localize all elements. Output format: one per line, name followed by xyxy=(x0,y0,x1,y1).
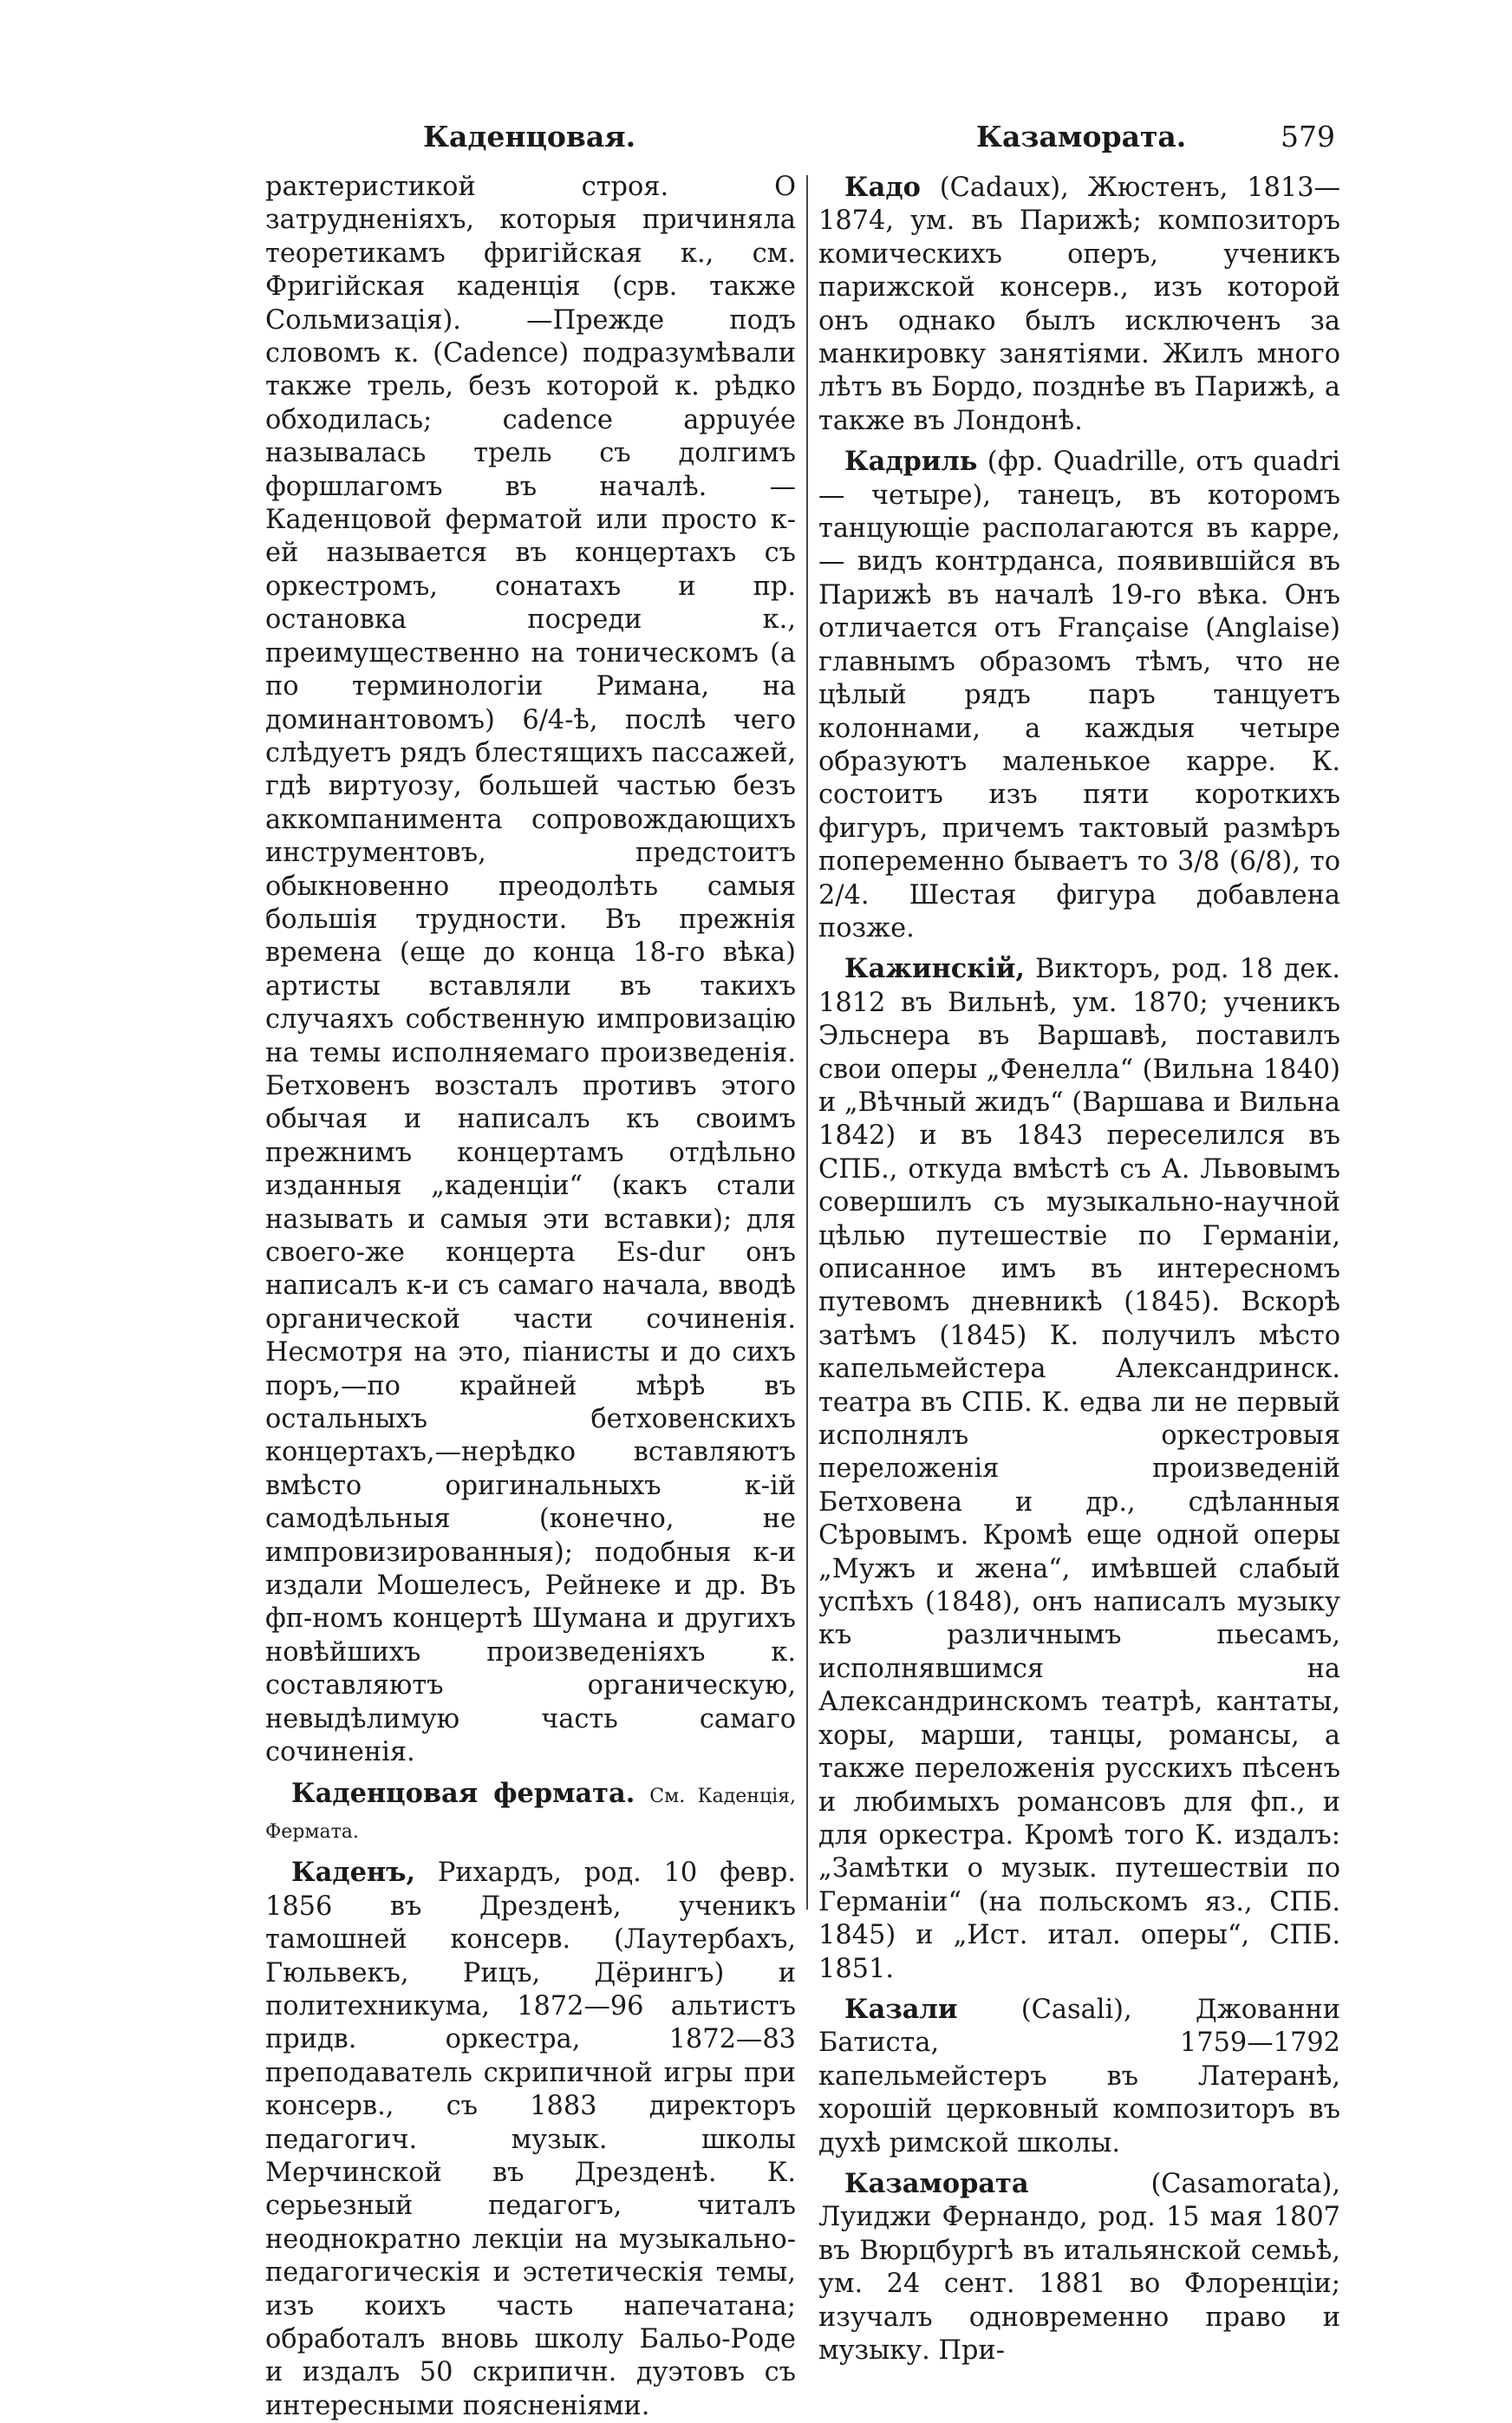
page-number: 579 xyxy=(1281,120,1335,153)
page-header xyxy=(260,120,1335,163)
entry-text: Рихардъ, род. 10 февр. 1856 въ Дрезденѣ, ученикъ тамошней консерв. (Лаутербахъ, Гюльвекъ, Рицъ, Дёрингъ) и политехникума, 1872—96 альтистъ придв. оркестра, 1872—83 преподаватель скрипичной игры при консерв., съ 1883 директоръ педагогич. музык. школы Мерчинской въ Дрезденѣ. К. серьезный педагогъ, читалъ неоднократно лекціи на музыкально-педагогическія и эстетическія темы, изъ коихъ часть напечатана; обработалъ вновь школу Бальо-Роде и издалъ 50 скрипичн. дуэтовъ съ интересными поясненіями. xyxy=(265,1858,796,2421)
right-column xyxy=(818,171,1340,2367)
entry-text: Викторъ, род. 18 дек. 1812 въ Вильнѣ, ум. 1870; ученикъ Эльснера въ Варшавѣ, поставилъ свои оперы „Фенелла“ (Вильна 1840) и „Вѣчный жидъ“ (Варшава и Вильна 1842) и въ 1843 переселился въ СПБ., откуда вмѣстѣ съ А. Львовымъ совершилъ съ музыкально-научной цѣлью путешествіе по Германіи, описанное имъ въ интересномъ путевомъ дневникѣ (1845). Вскорѣ затѣмъ (1845) К. получилъ мѣсто капельмейстера Александринск. театра въ СПБ. К. едва ли не первый исполнялъ оркестровыя переложенія произведеній Бетховена и др., сдѣланныя Сѣровымъ. Кромѣ еще одной оперы „Мужъ и жена“, имѣвшей слабый успѣхъ (1848), онъ написалъ музыку къ различнымъ пьесамъ, исполнявшимся на Александринскомъ театрѣ, кантаты, хоры, марши, танцы, романсы, а также переложенія русскихъ пѣсенъ и любимыхъ романсовъ для фп., и для оркестра. Кромѣ того К. издалъ: „Замѣтки о музык. путешествіи по Германіи“ (на польскомъ яз., СПБ. 1845) и „Ист. итал. оперы“, СПБ. 1851. xyxy=(818,954,1340,1984)
left-column xyxy=(265,171,796,2423)
entry-text: (фр. Quadrille, отъ quadri— четыре), танецъ, въ которомъ танцующіе располагаются въ карре,— видъ контрданса, появившійся въ Парижѣ въ началѣ 19-го вѣка. Онъ отличается отъ Française (Anglaise) главнымъ образомъ тѣмъ, что не цѣлый рядъ паръ танцуетъ колоннами, а каждыя четыре образуютъ маленькое карре. К. состоитъ изъ пяти короткихъ фигуръ, причемъ тактовый размѣръ попеременно бываетъ то 3/8 (6/8), то 2/4. Шестая фигура добавлена позже. xyxy=(818,447,1340,944)
entry-headword: Каденъ, xyxy=(291,1857,416,1889)
running-head-right: Казамората. xyxy=(976,120,1187,153)
entry-kado xyxy=(818,171,1340,438)
entry-kazamorata xyxy=(818,2167,1340,2367)
continuation-text: рактеристикой строя. О затрудненіяхъ, которыя причиняла теоретикамъ фригійская к., см. Фригійская каденція (срв. также Сольмизація). —Прежде подъ словомъ к. (Cadence) подразумѣвали также трель, безъ которой к. рѣдко обходилась; cadence appuyée называлась трель съ долгимъ форшлагомъ въ началѣ. — Каденцовой ферматой или просто к-ей называется въ концертахъ съ оркестромъ, сонатахъ и пр. остановка посреди к., преимущественно на тоническомъ (а по терминологіи Римана, на доминантовомъ) 6/4-ѣ, послѣ чего слѣдуетъ рядъ блестящихъ пассажей, гдѣ виртуозу, большей частью безъ аккомпанимента сопровождающихъ инструментовъ, предстоитъ обыкновенно преодолѣть самыя большія трудности. Въ прежнія времена (еще до конца 18-го вѣка) артисты вставляли въ такихъ случаяхъ собственную импровизацію на темы исполняемаго произведенія. Бетховенъ возсталъ противъ этого обычая и написалъ къ своимъ прежнимъ концертамъ отдѣльно изданныя „каденціи“ (какъ стали называть и самыя эти вставки); для своего-же концерта Es-dur онъ написалъ к-и съ самаго начала, вводѣ органической части сочиненія. Несмотря на это, піанисты и до сихъ поръ,—по крайней мѣрѣ въ остальныхъ бетховенскихъ концертахъ,—нерѣдко вставляютъ вмѣсто оригинальныхъ к-ій самодѣльныя (конечно, не импровизированныя); подобныя к-и издали Мошелесъ, Рейнеке и др. Въ фп-номъ концертѣ Шумана и другихъ новѣйшихъ произведеніяхъ к. составляютъ органическую, невыдѣлимую часть самаго сочиненія. xyxy=(265,172,796,1768)
entry-headword: Каденцовая фермата. xyxy=(291,1777,635,1809)
entry-headword: Кадо xyxy=(844,172,921,203)
entry-headword: Казамората xyxy=(844,2167,1029,2199)
running-head-left: Каденцовая. xyxy=(423,120,636,153)
entry-headword: Кажинскій, xyxy=(844,953,1025,985)
entry-text: (Casamorata), Луиджи Фернандо, род. 15 мая 1807 въ Вюрцбургѣ въ итальянской семьѣ, ум. 24 сент. 1881 во Флоренціи; изучалъ одновременно право и музыку. При- xyxy=(818,2168,1340,2366)
entry-text: (Casali), Джованни Батиста, 1759—1792 капельмейстеръ въ Латеранѣ, хорошій церковный композиторъ въ духѣ римской школы. xyxy=(818,1994,1340,2158)
entry-kaden xyxy=(265,1856,796,2423)
entry-text: См. Каденція, Фермата. xyxy=(265,1785,797,1843)
entry-kazali xyxy=(818,1993,1340,2160)
entry-kadril xyxy=(818,445,1340,945)
entry-headword: Кадриль xyxy=(844,446,978,478)
entry-kazhinsky xyxy=(818,952,1340,1986)
column-divider xyxy=(806,175,808,1910)
entry-headword: Казали xyxy=(844,1993,958,2025)
entry-kadentsovaya-fermata xyxy=(265,1777,796,1850)
entry-text: (Cadaux), Жюстенъ, 1813—1874, ум. въ Парижѣ; композиторъ комическихъ оперъ, ученикъ парижской консерв., изъ которой онъ однако былъ исключенъ за манкировку занятіями. Жилъ много лѣтъ въ Бордо, позднѣе въ Парижѣ, а также въ Лондонѣ. xyxy=(818,173,1340,436)
